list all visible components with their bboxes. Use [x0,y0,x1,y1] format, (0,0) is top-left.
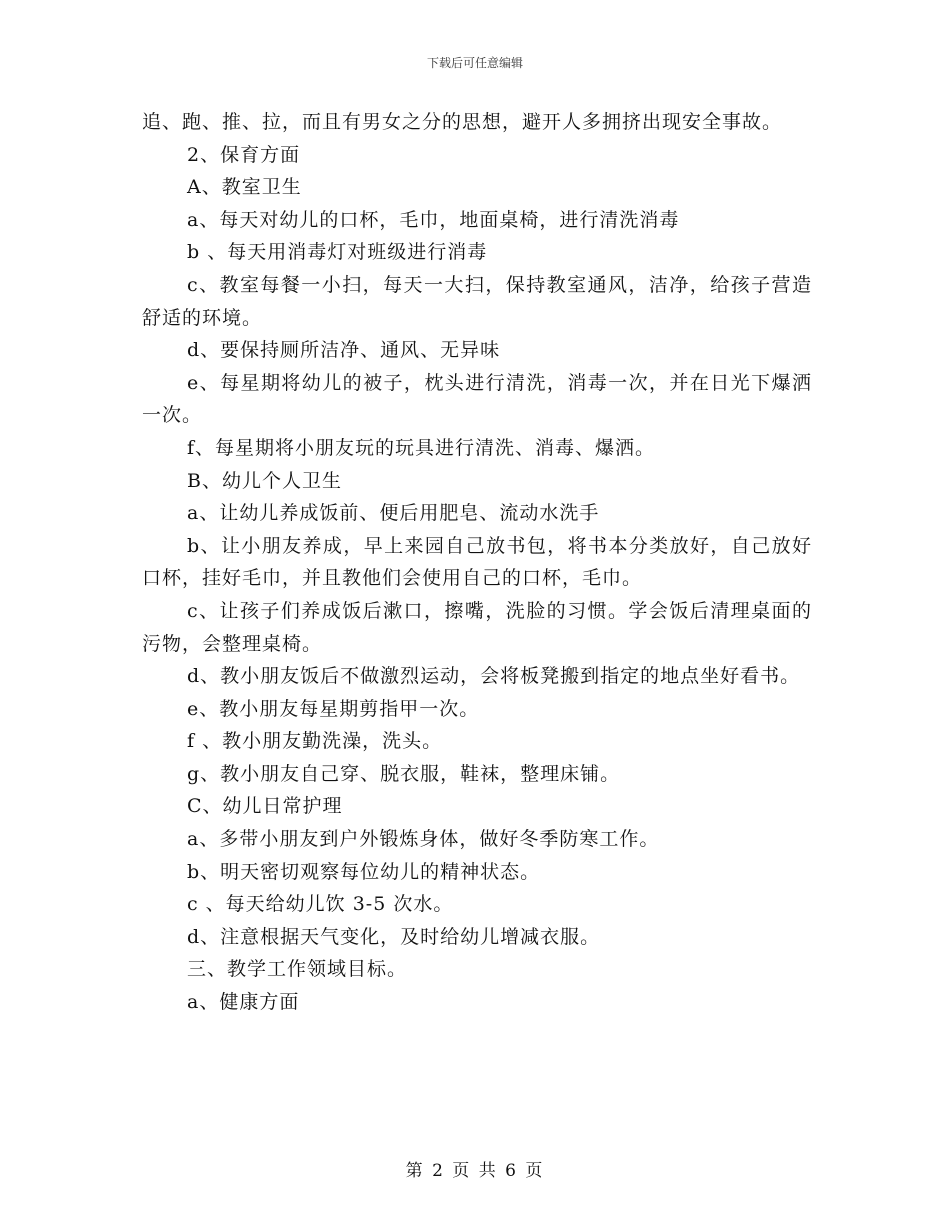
paragraph: B、幼儿个人卫生 [187,469,342,492]
paragraph: c、教室每餐一小扫，每天一大扫，保持教室通风，洁净，给孩子营造舒适的环境。 [142,273,812,329]
page-footer: 第 2 页 共 6 页 [405,1161,545,1181]
paragraph: 2、保育方面 [187,143,301,166]
paragraph: a、让幼儿养成饭前、便后用肥皂、流动水洗手 [187,502,600,525]
paragraph: a、多带小朋友到户外锻炼身体，做好冬季防寒工作。 [187,828,660,851]
paragraph: b、让小朋友养成，早上来园自己放书包，将书本分类放好，自己放好口杯，挂好毛巾，并且教他们会使用自己的口杯，毛巾。 [142,534,812,590]
paragraph: d、注意根据天气变化，及时给幼儿增减衣服。 [187,925,601,948]
paragraph: 三、教学工作领域目标。 [187,958,408,981]
document-body [142,106,812,1019]
paragraph: a、每天对幼儿的口杯，毛巾，地面桌椅，进行清洗消毒 [187,208,680,231]
paragraph: g、教小朋友自己穿、脱衣服，鞋袜，整理床铺。 [187,762,621,785]
paragraph: c 、每天给幼儿饮 3-5 次水。 [187,893,454,916]
paragraph: f 、教小朋友勤洗澡，洗头。 [187,730,443,753]
paragraph: d、要保持厕所洁净、通风、无异味 [187,339,501,362]
paragraph: b 、每天用消毒灯对班级进行消毒 [187,241,488,264]
paragraph: c、让孩子们养成饭后漱口，擦嘴，洗脸的习惯。学会饭后清理桌面的污物，会整理桌椅。 [142,599,812,655]
paragraph: e、每星期将幼儿的被子，枕头进行清洗，消毒一次，并在日光下爆洒一次。 [142,371,812,427]
paragraph: A、教室卫生 [187,176,302,199]
paragraph: d、教小朋友饭后不做激烈运动，会将板凳搬到指定的地点坐好看书。 [187,665,801,688]
page-header: 下载后可任意编辑 [426,56,523,70]
paragraph: C、幼儿日常护理 [187,795,343,818]
paragraph: e、教小朋友每星期剪指甲一次。 [187,697,480,720]
paragraph: b、明天密切观察每位幼儿的精神状态。 [187,860,541,883]
paragraph: f、每星期将小朋友玩的玩具进行清洗、消毒、爆洒。 [187,436,656,459]
paragraph: 追、跑、推、拉，而且有男女之分的思想，避开人多拥挤出现安全事故。 [142,111,783,133]
paragraph: a、健康方面 [187,991,300,1014]
